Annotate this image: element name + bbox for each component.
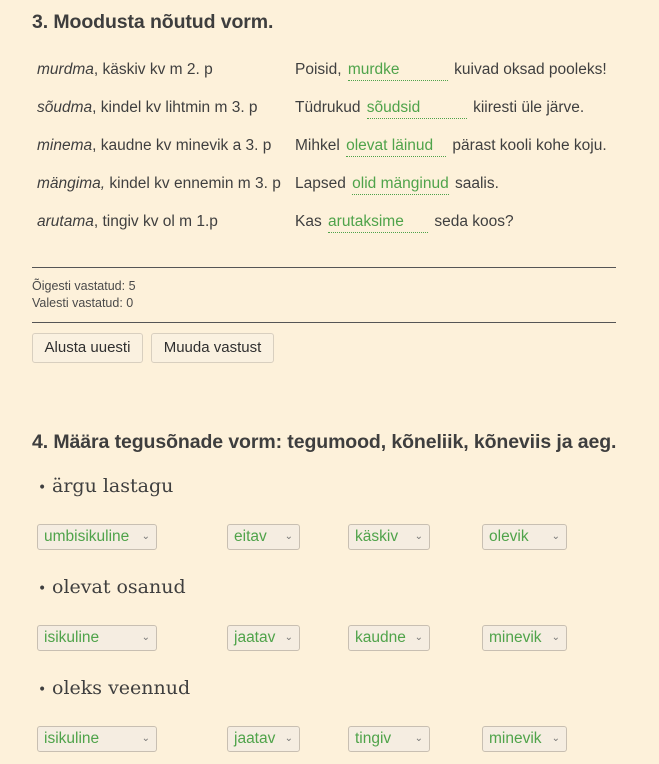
section3-title: 3. Moodusta nõutud vorm. xyxy=(32,11,274,33)
sentence-after: kiiresti üle järve. xyxy=(473,99,585,116)
wrong-count: Valesti vastatud: 0 xyxy=(32,296,134,310)
hint-form: , käskiv kv m 2. p xyxy=(93,61,213,78)
chevron-down-icon: ⌄ xyxy=(284,632,293,643)
restart-button[interactable]: Alusta uuesti xyxy=(32,333,143,363)
hint-verb: arutama xyxy=(37,213,94,230)
chevron-down-icon: ⌄ xyxy=(551,632,560,643)
polarity-select[interactable] xyxy=(227,625,300,651)
chevron-down-icon: ⌄ xyxy=(551,733,560,744)
chevron-down-icon: ⌄ xyxy=(284,531,293,542)
divider xyxy=(32,267,616,268)
row-hint xyxy=(37,210,218,234)
verb-item xyxy=(38,474,173,500)
select-value: jaatav xyxy=(234,629,276,646)
verb-item xyxy=(38,676,190,702)
row-hint xyxy=(37,172,281,196)
select-value: minevik xyxy=(489,730,542,747)
tense-select[interactable] xyxy=(482,726,567,752)
voice-select[interactable] xyxy=(37,726,157,752)
select-value: umbisikuline xyxy=(44,528,130,545)
select-value: käskiv xyxy=(355,528,399,545)
hint-verb: minema xyxy=(37,137,93,154)
change-answer-button[interactable]: Muuda vastust xyxy=(151,333,274,363)
polarity-select[interactable] xyxy=(227,726,300,752)
row-sentence xyxy=(295,96,584,120)
tense-select[interactable] xyxy=(482,625,567,651)
row-sentence xyxy=(295,134,607,158)
answer-field[interactable]: sõudsid xyxy=(367,99,467,119)
verb-word: olevat osanud xyxy=(52,576,186,598)
sentence-after: pärast kooli kohe koju. xyxy=(452,137,607,154)
select-value: isikuline xyxy=(44,730,100,747)
sentence-before: Tüdrukud xyxy=(295,99,361,116)
chevron-down-icon: ⌄ xyxy=(141,531,150,542)
verb-item xyxy=(38,575,186,601)
row-hint xyxy=(37,58,213,82)
chevron-down-icon: ⌄ xyxy=(414,733,423,744)
chevron-down-icon: ⌄ xyxy=(414,632,423,643)
hint-form: , tingiv kv ol m 1.p xyxy=(93,213,218,230)
select-value: jaatav xyxy=(234,730,276,747)
tense-select[interactable] xyxy=(482,524,567,550)
select-value: kaudne xyxy=(355,629,406,646)
row-sentence xyxy=(295,210,514,234)
sentence-before: Poisid, xyxy=(295,61,342,78)
hint-verb: sõudma xyxy=(37,99,93,116)
polarity-select[interactable] xyxy=(227,524,300,550)
bullet-icon: • xyxy=(38,682,47,698)
chevron-down-icon: ⌄ xyxy=(141,733,150,744)
divider xyxy=(32,322,616,323)
mood-select[interactable] xyxy=(348,625,430,651)
select-value: minevik xyxy=(489,629,542,646)
sentence-after: seda koos? xyxy=(434,213,514,230)
chevron-down-icon: ⌄ xyxy=(551,531,560,542)
hint-verb: mängima, xyxy=(37,175,106,192)
answer-field[interactable]: olid mänginud xyxy=(352,175,449,195)
select-value: tingiv xyxy=(355,730,392,747)
chevron-down-icon: ⌄ xyxy=(414,531,423,542)
verb-word: ärgu lastagu xyxy=(52,475,174,497)
bullet-icon: • xyxy=(38,480,47,496)
row-sentence xyxy=(295,58,607,82)
hint-form: , kaudne kv minevik a 3. p xyxy=(92,137,272,154)
answer-field[interactable]: murdke xyxy=(348,61,448,81)
row-hint xyxy=(37,96,258,120)
voice-select[interactable] xyxy=(37,524,157,550)
sentence-after: saalis. xyxy=(455,175,499,192)
bullet-icon: • xyxy=(38,581,47,597)
answer-field[interactable]: olevat läinud xyxy=(346,137,446,157)
hint-form: kindel kv ennemin m 3. p xyxy=(105,175,281,192)
select-value: olevik xyxy=(489,528,529,545)
verb-word: oleks veennud xyxy=(52,677,191,699)
correct-count: Õigesti vastatud: 5 xyxy=(32,279,136,293)
select-value: isikuline xyxy=(44,629,100,646)
row-hint xyxy=(37,134,271,158)
hint-verb: murdma xyxy=(37,61,94,78)
select-value: eitav xyxy=(234,528,267,545)
mood-select[interactable] xyxy=(348,726,430,752)
answer-field[interactable]: arutaksime xyxy=(328,213,428,233)
sentence-before: Mihkel xyxy=(295,137,340,154)
sentence-before: Kas xyxy=(295,213,322,230)
hint-form: , kindel kv lihtmin m 3. p xyxy=(92,99,258,116)
voice-select[interactable] xyxy=(37,625,157,651)
mood-select[interactable] xyxy=(348,524,430,550)
chevron-down-icon: ⌄ xyxy=(141,632,150,643)
row-sentence xyxy=(295,172,499,196)
sentence-before: Lapsed xyxy=(295,175,346,192)
section4-title: 4. Määra tegusõnade vorm: tegumood, kõneliik, kõneviis ja aeg. xyxy=(32,431,617,453)
sentence-after: kuivad oksad pooleks! xyxy=(454,61,607,78)
chevron-down-icon: ⌄ xyxy=(284,733,293,744)
